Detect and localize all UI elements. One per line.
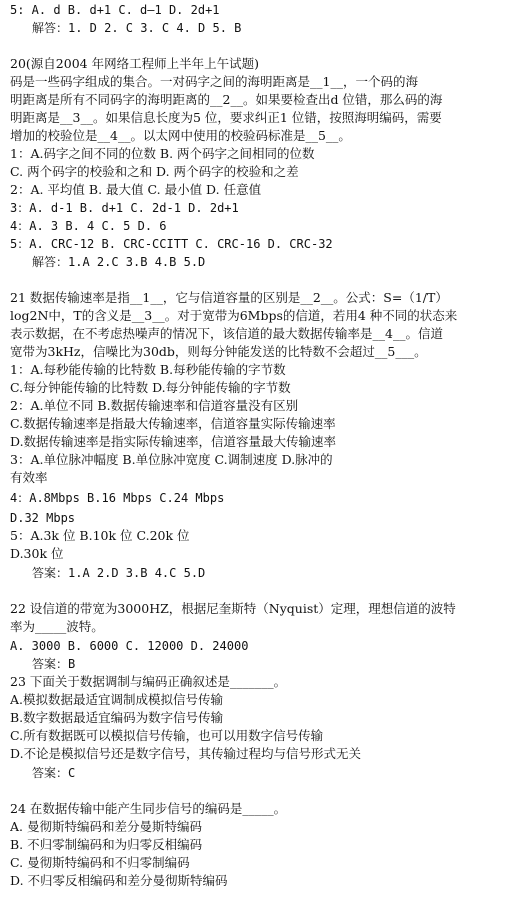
text-line: A. 3000 B. 6000 C. 12000 D. 24000 <box>10 639 249 653</box>
text-line: 2：A. 平均值 B. 最大值 C. 最小值 D. 任意值 <box>10 182 262 197</box>
text-line: 增加的校验位是__4__。以太网中使用的校验码标准是__5__。 <box>10 128 351 143</box>
text-line: C. 两个码字的校验和之和 D. 两个码字的校验和之差 <box>10 164 299 179</box>
text-line: 4：A. 3 B. 4 C. 5 D. 6 <box>10 219 167 233</box>
question-heading: 21 数据传输速率是指__1__，它与信道容量的区别是__2__。公式：S=（1/T） <box>10 290 448 305</box>
text-line: 表示数据，在不考虑热噪声的情况下，该信道的最大数据传输率是__4__。信道 <box>10 326 443 341</box>
question-heading: 24 在数据传输中能产生同步信号的编码是_____。 <box>10 801 287 816</box>
text-line: C.所有数据既可以模拟信号传输，也可以用数字信号传输 <box>10 728 324 743</box>
text-line: 1：A.每秒能传输的比特数 B.每秒能传输的字节数 <box>10 362 286 377</box>
text-line: 率为_____波特。 <box>10 619 104 634</box>
text-line: A.模拟数据最适宜调制成模拟信号传输 <box>10 692 224 707</box>
text-line: 3：A. d-1 B. d+1 C. 2d-1 D. 2d+1 <box>10 201 239 215</box>
question-heading: 23 下面关于数据调制与编码正确叙述是_______。 <box>10 674 287 689</box>
text-line: 宽带为3kHz，信噪比为30db，则每分钟能发送的比特数不会超过__5___。 <box>10 344 427 359</box>
text-line: 1：A.码字之间不同的位数 B. 两个码字之间相同的位数 <box>10 146 315 161</box>
text-line: 5: A. d B. d+1 C. d—1 D. 2d+1 <box>10 3 220 17</box>
text-line: 5：A. CRC-12 B. CRC-CCITT C. CRC-16 D. CRC-32 <box>10 237 333 251</box>
text-line: 明距离是__3__。如果信息长度为5 位，要求纠正1 位错，按照海明编码，需要 <box>10 110 442 125</box>
text-line: 4：A.8Mbps B.16 Mbps C.24 Mbps <box>10 491 225 505</box>
text-line: B.数字数据最适宜编码为数字信号传输 <box>10 710 224 725</box>
text-line: 有效率 <box>10 470 48 485</box>
text-line: 码是一些码字组成的集合。一对码字之间的海明距离是__1__，一个码的海 <box>10 74 418 89</box>
text-line: B. 不归零制编码和为归零反相编码 <box>10 837 203 852</box>
question-heading: 20(源自2004 年网络工程师上半年上午试题) <box>10 56 259 71</box>
text-line: 2：A.单位不同 B.数据传输速率和信道容量没有区别 <box>10 398 299 413</box>
answer-line: 答案：B <box>32 657 76 671</box>
text-line: log2N中，T的含义是__3__。对于宽带为6Mbps的信道，若用4 种不同的状态来 <box>10 308 458 323</box>
text-line: C. 曼彻斯特编码和不归零制编码 <box>10 855 190 870</box>
text-line: D.不论是模拟信号还是数字信号，其传输过程均与信号形式无关 <box>10 746 362 761</box>
text-line: D.32 Mbps <box>10 511 76 525</box>
answer-line: 答案：C <box>32 766 76 780</box>
text-line: 5：A.3k 位 B.10k 位 C.20k 位 <box>10 528 190 543</box>
answer-line: 解答：1.A 2.C 3.B 4.B 5.D <box>32 255 206 269</box>
text-line: D. 不归零反相编码和差分曼彻斯特编码 <box>10 873 228 888</box>
text-line: 明距离是所有不同码字的海明距离的__2__。如果要检查出d 位错，那么码的海 <box>10 92 443 107</box>
text-line: 解答：1. D 2. C 3. C 4. D 5. B <box>32 21 242 35</box>
text-line: C.数据传输速率是指最大传输速率，信道容量实际传输速率 <box>10 416 336 431</box>
text-line: D.30k 位 <box>10 546 64 561</box>
text-line: C.每分钟能传输的比特数 D.每分钟能传输的字节数 <box>10 380 291 395</box>
answer-line: 答案：1.A 2.D 3.B 4.C 5.D <box>32 566 206 580</box>
text-line: 3：A.单位脉冲幅度 B.单位脉冲宽度 C.调制速度 D.脉冲的 <box>10 452 333 467</box>
question-heading: 22 设信道的带宽为3000HZ，根据尼奎斯特（Nyquist）定理，理想信道的波特 <box>10 601 456 616</box>
text-line: A. 曼彻斯特编码和差分曼斯特编码 <box>10 819 202 834</box>
text-line: D.数据传输速率是指实际传输速率，信道容量最大传输速率 <box>10 434 337 449</box>
